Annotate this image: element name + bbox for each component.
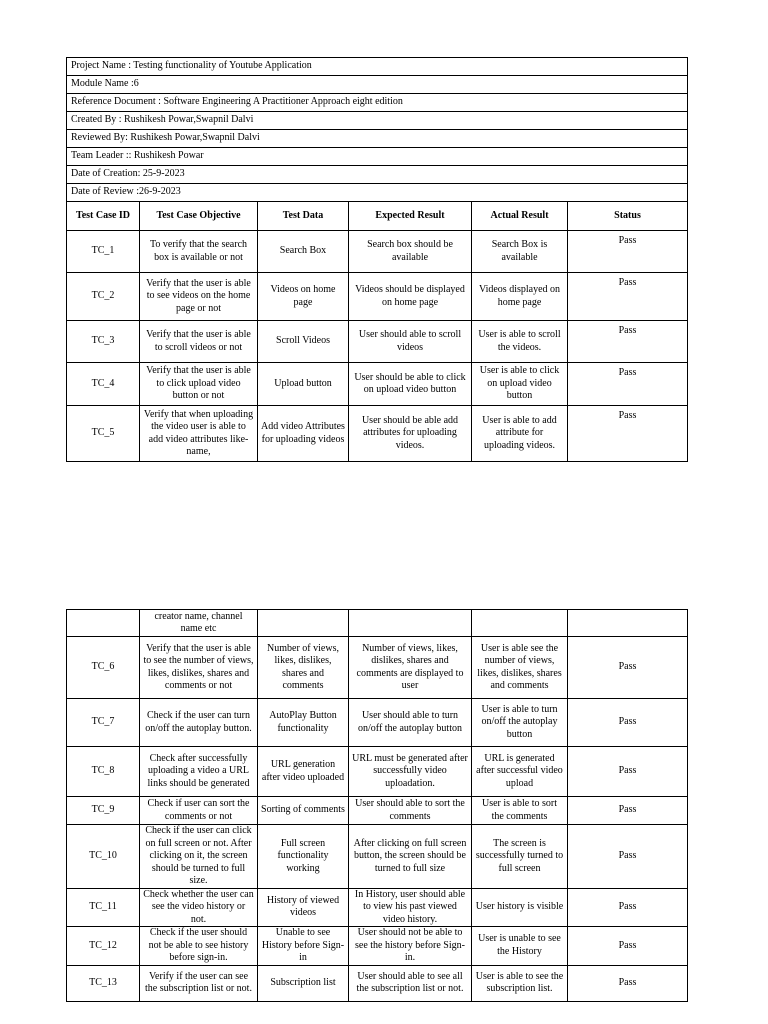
- test-case-id: TC_7: [67, 699, 140, 747]
- status: Pass: [568, 363, 688, 406]
- actual-result: User is able to sort the comments: [472, 797, 568, 825]
- actual-result: User is able to add attribute for uploading videos.: [472, 406, 568, 462]
- test-data: AutoPlay Button functionality: [258, 699, 349, 747]
- header-objective: Test Case Objective: [140, 202, 258, 231]
- test-case-id: TC_4: [67, 363, 140, 406]
- test-case-id: TC_9: [67, 797, 140, 825]
- test-data: Sorting of comments: [258, 797, 349, 825]
- test-data: Search Box: [258, 231, 349, 273]
- test-case-objective: Verify if the user can see the subscription list or not.: [140, 965, 258, 1001]
- status: Pass: [568, 747, 688, 797]
- test-case-objective: Check if the user can turn on/off the autoplay button.: [140, 699, 258, 747]
- actual-result: User is able to click on upload video button: [472, 363, 568, 406]
- status: Pass: [568, 699, 688, 747]
- reviewed-by: Reviewed By: Rushikesh Powar,Swapnil Dalvi: [67, 130, 688, 148]
- test-case-id: TC_3: [67, 321, 140, 363]
- test-case-objective: To verify that the search box is available or not: [140, 231, 258, 273]
- status: Pass: [568, 927, 688, 966]
- test-data: Videos on home page: [258, 273, 349, 321]
- test-case-objective: creator name, channel name etc: [140, 610, 258, 637]
- table-row: [67, 406, 688, 462]
- expected-result: User should able to turn on/off the autoplay button: [349, 699, 472, 747]
- test-case-id: TC_6: [67, 637, 140, 699]
- status: Pass: [568, 273, 688, 321]
- test-case-id: TC_5: [67, 406, 140, 462]
- table-row: [67, 363, 688, 406]
- date-of-review: Date of Review :26-9-2023: [67, 184, 688, 202]
- test-case-objective: Verify that the user is able to see videos on the home page or not: [140, 273, 258, 321]
- module-name: Module Name :6: [67, 76, 688, 94]
- header-test-case-id: Test Case ID: [67, 202, 140, 231]
- expected-result: User should able to sort the comments: [349, 797, 472, 825]
- status: Pass: [568, 797, 688, 825]
- team-leader: Team Leader :: Rushikesh Powar: [67, 148, 688, 166]
- table-row: [67, 231, 688, 273]
- test-case-id: TC_12: [67, 927, 140, 966]
- table-row: [67, 699, 688, 747]
- reference-document: Reference Document : Software Engineering A Practitioner Approach eight edition: [67, 94, 688, 112]
- actual-result: User is able to turn on/off the autoplay button: [472, 699, 568, 747]
- status: Pass: [568, 321, 688, 363]
- actual-result: The screen is successfully turned to full screen: [472, 825, 568, 889]
- test-case-objective: Check after successfully uploading a video a URL links should be generated: [140, 747, 258, 797]
- created-by: Created By : Rushikesh Powar,Swapnil Dalvi: [67, 112, 688, 130]
- actual-result: User is unable to see the History: [472, 927, 568, 966]
- table-row: [67, 321, 688, 363]
- expected-result: Number of views, likes, dislikes, shares and comments are displayed to user: [349, 637, 472, 699]
- test-case-objective: Verify that the user is able to click upload video button or not: [140, 363, 258, 406]
- actual-result: User is able to see the subscription list.: [472, 965, 568, 1001]
- status: Pass: [568, 406, 688, 462]
- test-data: Add video Attributes for uploading videos: [258, 406, 349, 462]
- table-row: [67, 927, 688, 966]
- test-data: Subscription list: [258, 965, 349, 1001]
- test-case-id: TC_8: [67, 747, 140, 797]
- table-row: [67, 825, 688, 889]
- expected-result: URL must be generated after successfully video uploadation.: [349, 747, 472, 797]
- table-row-continuation: [67, 610, 688, 637]
- expected-result: User should able to see all the subscription list or not.: [349, 965, 472, 1001]
- table-row: [67, 797, 688, 825]
- test-case-table-page-2: [66, 609, 688, 1002]
- actual-result: User history is visible: [472, 888, 568, 927]
- test-case-objective: Check if the user should not be able to see history before sign-in.: [140, 927, 258, 966]
- table-row: [67, 637, 688, 699]
- table-row: [67, 965, 688, 1001]
- actual-result: Search Box is available: [472, 231, 568, 273]
- expected-result: After clicking on full screen button, the screen should be turned to full size: [349, 825, 472, 889]
- table-row: [67, 888, 688, 927]
- test-data: Unable to see History before Sign-in: [258, 927, 349, 966]
- status: Pass: [568, 231, 688, 273]
- date-of-creation: Date of Creation: 25-9-2023: [67, 166, 688, 184]
- test-case-id: TC_10: [67, 825, 140, 889]
- test-case-objective: Check if user can sort the comments or not: [140, 797, 258, 825]
- actual-result: User is able to scroll the videos.: [472, 321, 568, 363]
- test-case-id: TC_2: [67, 273, 140, 321]
- test-case-objective: Verify that the user is able to see the number of views, likes, dislikes, shares and comments or not: [140, 637, 258, 699]
- header-expected-result: Expected Result: [349, 202, 472, 231]
- expected-result: User should able to scroll videos: [349, 321, 472, 363]
- actual-result: Videos displayed on home page: [472, 273, 568, 321]
- test-case-objective: Check if the user can click on full screen or not. After clicking on it, the screen should be turned to full size.: [140, 825, 258, 889]
- test-case-objective: Check whether the user can see the video history or not.: [140, 888, 258, 927]
- header-test-data: Test Data: [258, 202, 349, 231]
- actual-result: User is able see the number of views, likes, dislikes, shares and comments: [472, 637, 568, 699]
- expected-result: User should not be able to see the history before Sign-in.: [349, 927, 472, 966]
- test-data: Scroll Videos: [258, 321, 349, 363]
- header-actual-result: Actual Result: [472, 202, 568, 231]
- status: Pass: [568, 637, 688, 699]
- test-data: Full screen functionality working: [258, 825, 349, 889]
- test-data: URL generation after video uploaded: [258, 747, 349, 797]
- test-case-id: TC_13: [67, 965, 140, 1001]
- test-data: History of viewed videos: [258, 888, 349, 927]
- test-data: Number of views, likes, dislikes, shares and comments: [258, 637, 349, 699]
- test-case-id: TC_1: [67, 231, 140, 273]
- actual-result: URL is generated after successful video upload: [472, 747, 568, 797]
- project-name: Project Name : Testing functionality of Youtube Application: [67, 58, 688, 76]
- header-status: Status: [568, 202, 688, 231]
- status: Pass: [568, 965, 688, 1001]
- test-case-id: TC_11: [67, 888, 140, 927]
- expected-result: In History, user should able to view his past viewed video history.: [349, 888, 472, 927]
- status: Pass: [568, 888, 688, 927]
- expected-result: Search box should be available: [349, 231, 472, 273]
- test-case-objective: Verify that the user is able to scroll videos or not: [140, 321, 258, 363]
- table-row: [67, 747, 688, 797]
- expected-result: Videos should be displayed on home page: [349, 273, 472, 321]
- test-case-objective: Verify that when uploading the video user is able to add video attributes like-name,: [140, 406, 258, 462]
- test-case-table-page-1: [66, 57, 688, 462]
- expected-result: User should be able add attributes for uploading videos.: [349, 406, 472, 462]
- expected-result: User should be able to click on upload video button: [349, 363, 472, 406]
- test-data: Upload button: [258, 363, 349, 406]
- header-row: [67, 202, 688, 231]
- table-row: [67, 273, 688, 321]
- status: Pass: [568, 825, 688, 889]
